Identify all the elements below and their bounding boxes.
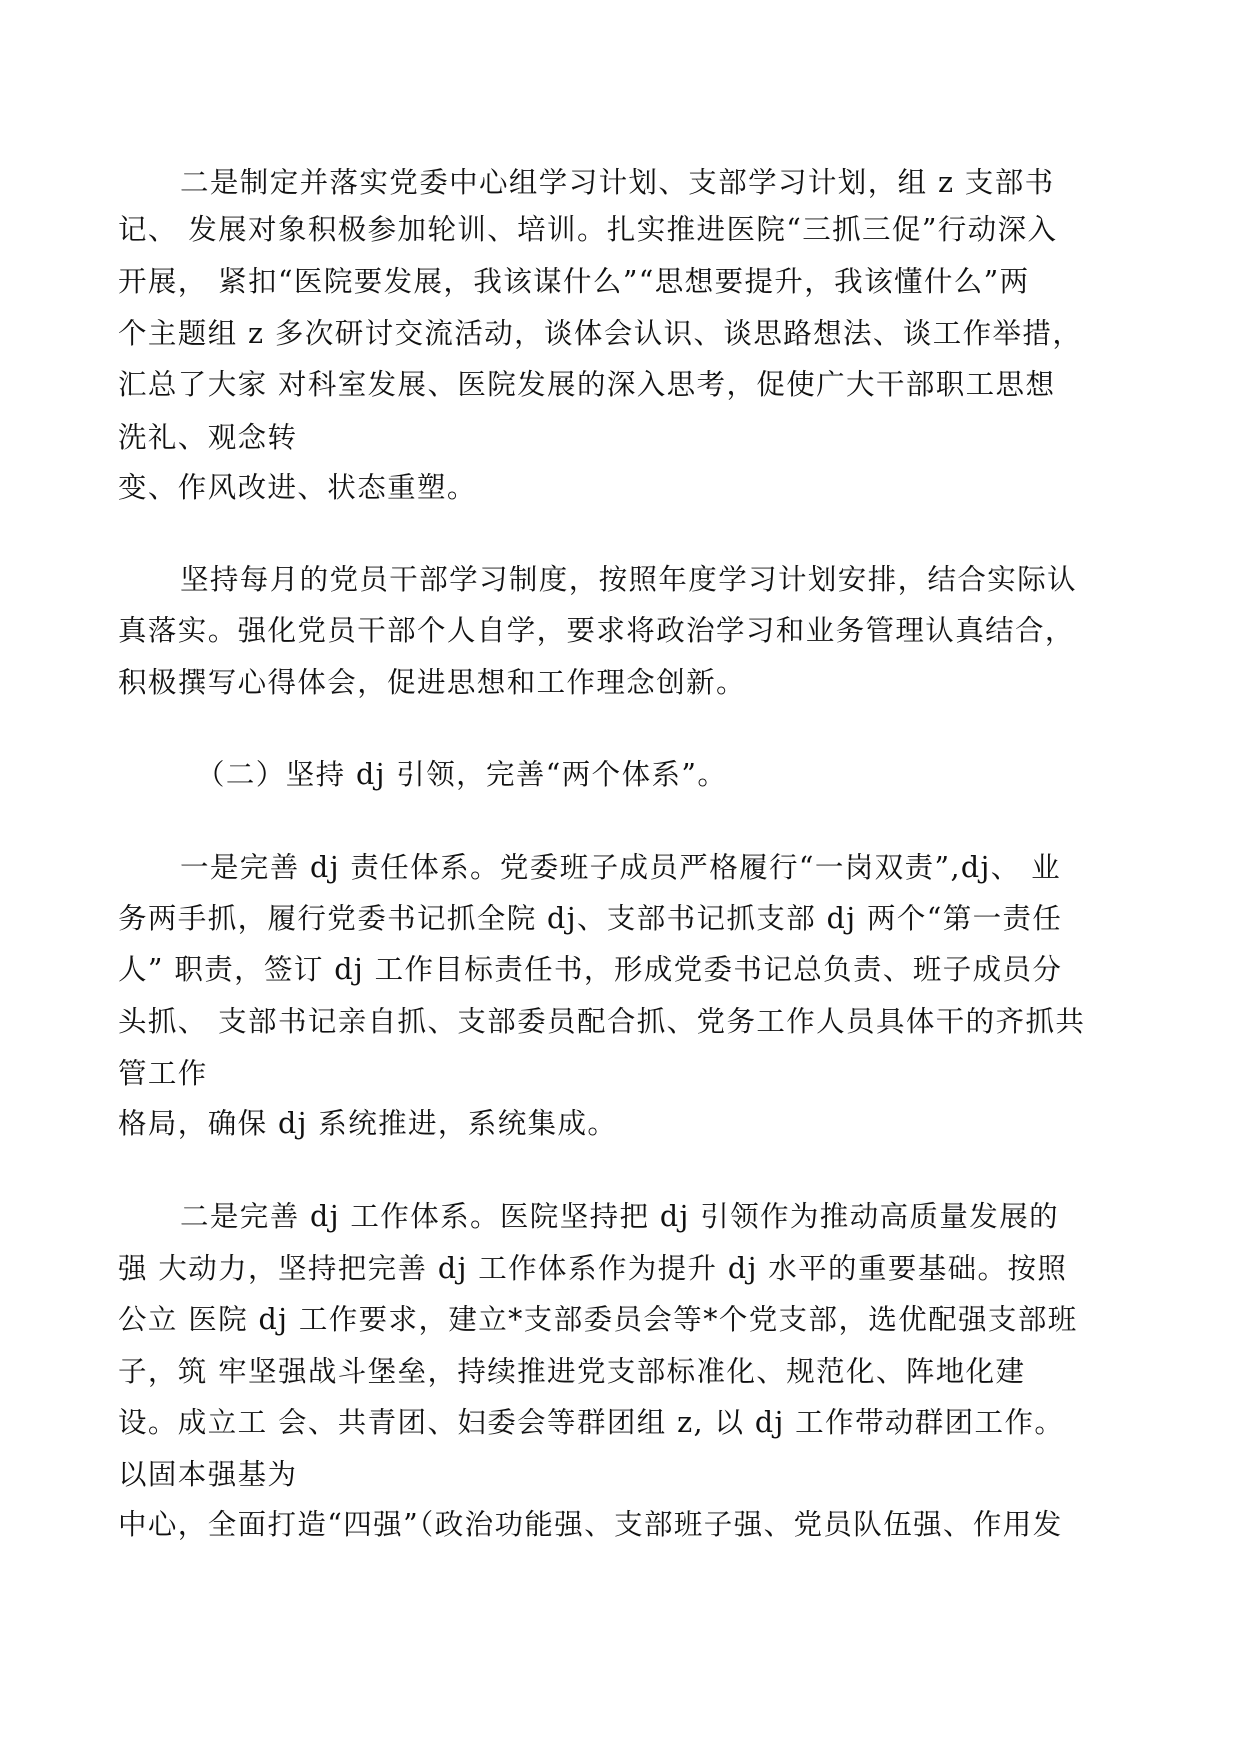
paragraph-4-line-4: 子，筑 牢坚强战斗堡垒，持续推进党支部标准化、规范化、阵地化建 [118,1355,1026,1388]
paragraph-1-line-2: 记、 发展对象积极参加轮训、培训。扎实推进医院“三抓三促”行动深入 [118,213,1058,246]
paragraph-4-line-7: 中心，全面打造“四强”（政治功能强、支部班子强、党员队伍强、作用发 [118,1508,1063,1541]
paragraph-2-line-3: 积极撰写心得体会，促进思想和工作理念创新。 [118,666,746,699]
paragraph-2-line-2: 真落实。强化党员干部个人自学，要求将政治学习和业务管理认真结合， [118,614,1075,647]
paragraph-4-line-5: 设。成立工 会、共青团、妇委会等群团组 z, 以 dj 工作带动群团工作。 [118,1406,1065,1439]
paragraph-4-line-1: 二是完善 dj 工作体系。医院坚持把 dj 引领作为推动高质量发展的 [180,1200,1060,1233]
paragraph-4-line-2: 强 大动力，坚持把完善 dj 工作体系作为提升 dj 水平的重要基础。按照 [118,1252,1068,1285]
section-heading: （二）坚持 dj 引领，完善“两个体系”。 [196,758,728,791]
paragraph-4-line-6: 以固本强基为 [118,1458,298,1491]
paragraph-3-line-4: 头抓、 支部书记亲自抓、支部委员配合抓、党务工作人员具体干的齐抓共 [118,1005,1086,1038]
paragraph-1-line-4: 个主题组 z 多次研讨交流活动，谈体会认识、谈思路想法、谈工作举措， [118,317,1083,350]
paragraph-1-line-1: 二是制定并落实党委中心组学习计划、支部学习计划，组 z 支部书 [180,166,1055,199]
paragraph-1-line-6: 洗礼、观念转 [118,421,298,454]
paragraph-3-line-6: 格局，确保 dj 系统推进，系统集成。 [118,1107,618,1140]
paragraph-1-line-3: 开展， 紧扣“医院要发展，我该谋什么”“思想要提升，我该懂什么”两 [118,265,1030,298]
paragraph-1-line-5: 汇总了大家 对科室发展、医院发展的深入思考，促使广大干部职工思想 [118,368,1056,401]
paragraph-4-line-3: 公立 医院 dj 工作要求，建立*支部委员会等*个党支部，选优配强支部班 [118,1303,1078,1336]
paragraph-3-line-2: 务两手抓，履行党委书记抓全院 dj、支部书记抓支部 dj 两个“第一责任 [118,902,1063,935]
paragraph-1-line-7: 变、作风改进、状态重塑。 [118,471,477,504]
paragraph-3-line-3: 人” 职责，签订 dj 工作目标责任书，形成党委书记总负责、班子成员分 [118,953,1063,986]
paragraph-3-line-5: 管工作 [118,1057,208,1090]
paragraph-3-line-1: 一是完善 dj 责任体系。党委班子成员严格履行“一岗双责”,dj、 业 [180,851,1062,884]
paragraph-2-line-1: 坚持每月的党员干部学习制度，按照年度学习计划安排，结合实际认 [180,563,1078,596]
